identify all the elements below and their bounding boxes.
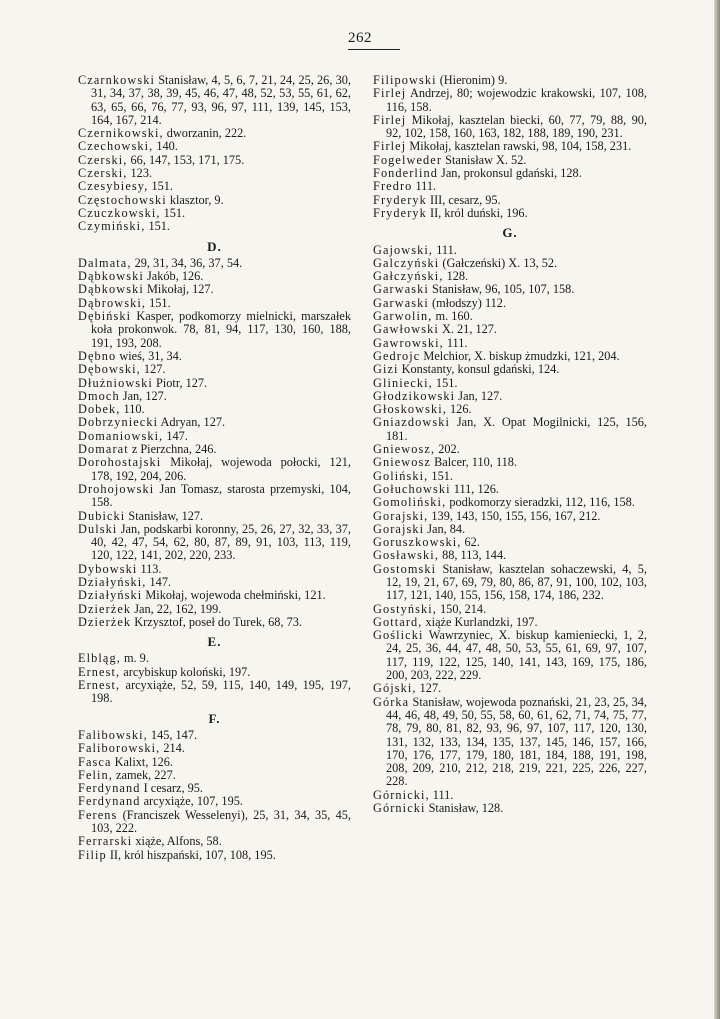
page-number: 262 [348, 30, 372, 46]
entry-references: dworzanin, 222. [166, 126, 247, 141]
index-entry [373, 510, 647, 523]
entry-references: Stanisław, 96, 105, 107, 158. [432, 282, 575, 297]
index-entry [373, 114, 647, 141]
index-entry [373, 789, 647, 802]
index-entry [78, 140, 351, 153]
entry-references: Jakób, 126. [147, 269, 204, 284]
entry-name: Czernikowski, [78, 126, 164, 141]
entry-name: Faliborowski, [78, 741, 161, 756]
index-entry [373, 74, 647, 87]
index-entry [373, 802, 647, 815]
entry-name: Gomoliński, [373, 495, 447, 510]
entry-name: Ferdynand [78, 794, 141, 809]
entry-name: Czesybiesy, [78, 179, 149, 194]
index-entry [373, 310, 647, 323]
index-entry [373, 257, 647, 270]
entry-name: Dzierżek [78, 601, 132, 616]
entry-name: Dębno [78, 348, 117, 363]
entry-name: Gajowski, [373, 242, 434, 257]
index-entry [373, 456, 647, 469]
entry-references: Adryan, 127. [160, 415, 226, 430]
index-entry [78, 510, 351, 523]
entry-references: Mikołaj, 127. [147, 282, 214, 297]
index-entry [373, 483, 647, 496]
entry-references: 147. [166, 428, 188, 443]
entry-references: 127. [419, 681, 442, 696]
entry-references: 150, 214. [440, 601, 487, 616]
entry-name: Fryderyk [373, 205, 427, 220]
index-entry [373, 323, 647, 336]
entry-name: Gorajski, [373, 508, 429, 523]
entry-name: Filip [78, 847, 107, 862]
entry-name: Garwaski [373, 295, 429, 310]
entry-references: Balcer, 110, 118. [434, 455, 518, 470]
index-entry [373, 696, 647, 789]
index-entry [78, 167, 351, 180]
entry-name: Działyński, [78, 574, 147, 589]
entry-name: Dąbrowski, [78, 295, 147, 310]
entry-references: arcybiskup koloński, 197. [123, 664, 251, 679]
index-entry [78, 127, 351, 140]
entry-name: Czerski, [78, 166, 128, 181]
entry-name: Fonderlind [373, 166, 438, 181]
entry-references: 111. [415, 179, 437, 194]
entry-references: wieś, 31, 34. [119, 348, 182, 363]
entry-references: Jan, prokonsul gdański, 128. [441, 166, 582, 181]
entry-name: Gosławski, [373, 548, 439, 563]
entry-name: Gałczyński, [373, 269, 444, 284]
entry-name: Ferrarski [78, 834, 133, 849]
entry-name: Czerski, [78, 152, 128, 167]
entry-references: klasztor, 9. [169, 192, 224, 207]
page-edge-shadow [714, 0, 720, 1019]
entry-references: (Gałczeński) X. 13, 52. [442, 255, 558, 270]
entry-references: Konstanty, konsul gdański, 124. [401, 362, 560, 377]
entry-name: Ferens [78, 807, 118, 822]
entry-name: Dubicki [78, 508, 126, 523]
entry-references: (Franciszek Wesselenyi), 25, 31, 34, 35, 45, 103, 222. [91, 807, 351, 836]
entry-name: Garwaski [373, 282, 429, 297]
entry-name: Domarat [78, 442, 129, 457]
index-entry [78, 795, 351, 808]
entry-references: Kasper, podkomorzy mielnicki, marszałek koła prokonwok. 78, 81, 94, 117, 130, 160, 188, 191, 193, 208. [91, 309, 351, 350]
index-entry [78, 809, 351, 836]
entry-references: 151. [163, 205, 186, 220]
entry-name: Dąbkowski [78, 282, 144, 297]
index-entry [78, 180, 351, 193]
entry-name: Gawrowski, [373, 335, 444, 350]
entry-references: Jan, 22, 162, 199. [134, 601, 222, 616]
entry-name: Firlej [373, 86, 407, 101]
entry-name: Gostyński, [373, 601, 437, 616]
index-entry [78, 589, 351, 602]
entry-references: 151. [148, 219, 170, 234]
index-entry [78, 835, 351, 848]
index-entry [373, 207, 647, 220]
entry-name: Dmoch [78, 388, 120, 403]
entry-references: Melchior, X. biskup żmudzki, 121, 204. [423, 348, 620, 363]
entry-references: X. 21, 127. [442, 322, 497, 337]
entry-references: z Pierzchna, 246. [131, 442, 217, 457]
index-entry [78, 283, 351, 296]
entry-references: 139, 143, 150, 155, 156, 167, 212. [431, 508, 601, 523]
entry-name: Goślicki [373, 628, 424, 643]
entry-references: xiąże, Alfons, 58. [135, 834, 222, 849]
entry-references: Jan, 127. [458, 388, 503, 403]
section-letter: F. [208, 710, 221, 726]
entry-references: 151. [435, 375, 458, 390]
entry-references: 147. [149, 574, 172, 589]
entry-references: arcyxiąże, 107, 195. [143, 794, 243, 809]
entry-references: xiąże Kurlandzki, 197. [425, 614, 538, 629]
entry-references: 151. [149, 295, 171, 310]
index-entry [78, 403, 351, 416]
entry-references: Krzysztof, poseł do Turek, 68, 73. [134, 614, 302, 629]
entry-references: (młodszy) 112. [432, 295, 507, 310]
entry-references: Stanisław, 128. [428, 801, 504, 816]
entry-references: m. 9. [123, 651, 149, 666]
entry-name: Felin, [78, 767, 113, 782]
index-entry [373, 603, 647, 616]
index-entry [78, 456, 351, 483]
entry-references: 123. [130, 166, 153, 181]
entry-name: Czarnkowski [78, 73, 155, 87]
entry-name: Dębowski, [78, 362, 141, 377]
entry-name: Fredro [373, 179, 413, 194]
entry-name: Gawłowski [373, 322, 439, 337]
entry-name: Dzierżek [78, 614, 132, 629]
index-entry [373, 470, 647, 483]
entry-name: Domaniowski, [78, 428, 164, 443]
index-entry [373, 337, 647, 350]
entry-references: 140. [156, 139, 178, 154]
entry-name: Głoskowski, [373, 402, 447, 417]
index-entry [78, 666, 351, 679]
index-entry [373, 563, 647, 603]
entry-references: 151. [431, 468, 453, 483]
index-entry [373, 549, 647, 562]
entry-name: Firlej [373, 139, 407, 154]
index-entry [78, 523, 351, 563]
entry-references: Stanisław, 127. [128, 508, 204, 523]
entry-references: 111. [446, 335, 468, 350]
section-letter: G. [502, 225, 518, 241]
index-entry [78, 849, 351, 862]
entry-references: Jan, 84. [427, 521, 466, 536]
entry-references: arcyxiąże, 52, 59, 115, 140, 149, 195, 197, 198. [91, 678, 351, 706]
index-entry [78, 350, 351, 363]
entry-name: Częstochowski [78, 192, 167, 207]
entry-references: 111. [432, 787, 454, 802]
index-column-left [78, 74, 351, 862]
entry-references: 151. [151, 179, 173, 194]
index-entry [373, 350, 647, 363]
entry-name: Gorajski [373, 521, 425, 536]
entry-references: Stanisław X. 52. [445, 152, 527, 167]
entry-name: Głodzikowski [373, 388, 456, 403]
entry-references: Jan, podskarbi koronny, 25, 26, 27, 32, 33, 37, 40, 42, 47, 54, 62, 80, 87, 89, 91, 103, 113, 119, 120, 122, 141, 202, 220, 233. [91, 521, 352, 563]
entry-name: Elbląg, [78, 651, 121, 666]
index-entry [78, 154, 351, 167]
entry-name: Gniewosz [373, 455, 431, 470]
entry-references: Andrzej, 80; wojewodzic krakowski, 107, 108, 116, 158. [386, 86, 647, 114]
section-letter: E. [207, 634, 222, 650]
index-entry [78, 603, 351, 616]
index-entry [373, 194, 647, 207]
index-entry [373, 416, 647, 443]
index-column-right [373, 74, 647, 815]
entry-name: Fasca [78, 754, 112, 769]
index-entry [78, 74, 351, 127]
entry-references: II, król duński, 196. [429, 205, 528, 220]
entry-name: Gniazdowski [373, 415, 450, 430]
entry-name: Gizi [373, 362, 399, 377]
entry-name: Górnicki [373, 801, 426, 816]
entry-name: Falibowski, [78, 727, 148, 742]
entry-references: Mikołaj, kasztelan biecki, 60, 77, 79, 88, 90, 92, 102, 158, 160, 163, 182, 188, 189, 190, 231. [386, 112, 647, 141]
index-entry [373, 283, 647, 296]
entry-name: Ernest, [78, 664, 121, 679]
index-entry [78, 483, 351, 510]
entry-name: Czuczkowski, [78, 205, 161, 220]
entry-name: Czymiński, [78, 219, 146, 234]
entry-references: Mikołaj, wojewoda chełmiński, 121. [145, 588, 326, 603]
index-entry [373, 682, 647, 695]
entry-name: Fogelweder [373, 152, 443, 167]
index-entry [373, 297, 647, 310]
index-entry [373, 154, 647, 167]
entry-references: 126. [450, 402, 472, 417]
entry-references: III, cesarz, 95. [429, 192, 501, 207]
entry-references: Stanisław, 4, 5, 6, 7, 21, 24, 25, 26, 30, 31, 34, 37, 38, 39, 45, 46, 47, 48, 52, 53, 55, 61, 62, 63, 65, 66, 76, 77, 93, 96, 97, 111, 139, 145, 153, 164, 167, 214. [91, 73, 351, 127]
entry-name: Gójski, [373, 681, 417, 696]
index-entry [78, 652, 351, 665]
index-entry [78, 220, 351, 233]
entry-references: 29, 31, 34, 36, 37, 54. [134, 255, 243, 270]
entry-name: Gostomski [373, 561, 437, 576]
entry-name: Goliński, [373, 468, 429, 483]
index-entry [78, 443, 351, 456]
entry-name: Firlej [373, 112, 407, 127]
entry-references: (Hieronim) 9. [439, 73, 508, 87]
entry-name: Ferdynand [78, 781, 141, 796]
header-rule [348, 49, 400, 50]
entry-name: Dobrzyniecki [78, 415, 159, 430]
entry-name: Dalmata, [78, 255, 132, 270]
index-entry [373, 140, 647, 153]
index-entry [78, 207, 351, 220]
entry-references: 88, 113, 144. [442, 548, 507, 563]
entry-references: 62. [464, 535, 480, 550]
entry-name: Dorohostajski [78, 455, 162, 470]
entry-references: Stanisław, wojewoda poznański, 21, 23, 25, 34, 44, 46, 48, 49, 50, 55, 58, 60, 61, 62, 71, 74, 75, 77, 78, 79, 80, 81, 82, 93, 96, 97, 107, 117, 120, 130, 131, 132, 133, 134, 135, 137, 145, 146, 157, 166, 170, 176, 177, 179, 180, 181, 184, 188, 191, 198, 208, 209, 210, 212, 218, 219, 221, 225, 226, 227, 228. [386, 694, 647, 789]
entry-references: Stanisław, kasztelan sohaczewski, 4, 5, 12, 19, 21, 67, 69, 79, 80, 86, 87, 91, 100, 102, 103, 117, 121, 140, 155, 156, 158, 174, 186, 232. [386, 561, 647, 603]
entry-name: Ernest, [78, 678, 121, 693]
entry-references: podkomorzy sieradzki, 112, 116, 158. [449, 495, 635, 510]
entry-references: 113. [140, 561, 162, 576]
index-entry [373, 390, 647, 403]
index-entry [373, 496, 647, 509]
index-entry [373, 443, 647, 456]
entry-name: Goruszkowski, [373, 535, 462, 550]
entry-name: Fryderyk [373, 192, 427, 207]
entry-references: 145, 147. [150, 727, 198, 742]
entry-name: Gliniecki, [373, 375, 433, 390]
entry-references: 127. [143, 362, 166, 377]
index-entry [373, 363, 647, 376]
entry-references: 202. [438, 442, 460, 457]
entry-name: Działyński [78, 588, 143, 603]
entry-references: 111, 126. [453, 481, 499, 496]
entry-name: Gniewosz, [373, 442, 436, 457]
entry-references: 66, 147, 153, 171, 175. [130, 152, 245, 167]
section-letter: D. [207, 238, 222, 254]
index-entry [78, 742, 351, 755]
entry-name: Gedrojc [373, 348, 421, 363]
entry-references: 110. [123, 402, 145, 417]
index-entry [78, 270, 351, 283]
entry-name: Czechowski, [78, 139, 154, 154]
index-entry [373, 87, 647, 114]
index-entry [373, 180, 647, 193]
entry-references: Mikołaj, wojewoda połocki, 121, 178, 192, 204, 206. [91, 455, 351, 483]
index-entry [373, 270, 647, 283]
index-entry [78, 563, 351, 576]
index-entry [78, 363, 351, 376]
entry-name: Gołuchowski [373, 481, 451, 496]
entry-references: Jan Tomasz, starosta przemyski, 104, 158. [91, 481, 351, 510]
index-entry [373, 616, 647, 629]
index-entry [78, 430, 351, 443]
entry-name: Dobek, [78, 402, 121, 417]
index-entry [373, 536, 647, 549]
index-entry [78, 257, 351, 270]
entry-name: Dębiński [78, 309, 132, 324]
index-entry [78, 679, 351, 706]
index-entry [78, 756, 351, 769]
entry-references: zamek, 227. [116, 767, 176, 782]
index-entry [373, 629, 647, 682]
entry-references: I cesarz, 95. [143, 781, 203, 796]
index-entry [373, 377, 647, 390]
index-entry [78, 576, 351, 589]
entry-name: Galczyński [373, 255, 440, 270]
index-entry [373, 244, 647, 257]
entry-name: Górnicki, [373, 787, 430, 802]
entry-name: Dłużniowski [78, 375, 153, 390]
entry-references: Jan, X. Opat Mogilnicki, 125, 156, 181. [386, 415, 647, 443]
index-entry [78, 782, 351, 795]
entry-name: Górka [373, 694, 410, 709]
entry-name: Dybowski [78, 561, 138, 576]
index-entry [78, 377, 351, 390]
entry-references: 111. [436, 242, 457, 257]
entry-references: Kalixt, 126. [114, 754, 173, 769]
entry-name: Garwolin, [373, 309, 433, 324]
index-entry [78, 390, 351, 403]
entry-name: Dąbkowski [78, 269, 144, 284]
index-entry [78, 729, 351, 742]
entry-name: Gottard, [373, 614, 423, 629]
index-entry [373, 167, 647, 180]
entry-references: Jan, 127. [122, 388, 167, 403]
entry-references: 128. [446, 269, 469, 284]
entry-name: Drohojowski [78, 481, 155, 496]
index-entry [78, 769, 351, 782]
entry-references: Mikołaj, kasztelan rawski, 98, 104, 158, 231. [409, 139, 632, 154]
entry-references: m. 160. [435, 309, 473, 324]
entry-references: 214. [163, 741, 185, 756]
entry-references: Piotr, 127. [156, 375, 208, 390]
index-entry [78, 194, 351, 207]
entry-name: Dulski [78, 521, 118, 536]
index-entry [373, 403, 647, 416]
index-entry [78, 297, 351, 310]
index-entry [78, 416, 351, 429]
index-entry [78, 616, 351, 629]
index-entry [373, 523, 647, 536]
entry-references: II, król hiszpański, 107, 108, 195. [109, 847, 276, 862]
entry-references: Wawrzyniec, X. biskup kamieniecki, 1, 2, 24, 25, 36, 44, 47, 48, 50, 53, 55, 61, 69, 97, 107, 117, 119, 122, 125, 140, 141, 143, 169, 175, 186, 200, 203, 222, 229. [386, 628, 647, 683]
entry-name: Filipowski [373, 73, 437, 87]
index-entry [78, 310, 351, 350]
